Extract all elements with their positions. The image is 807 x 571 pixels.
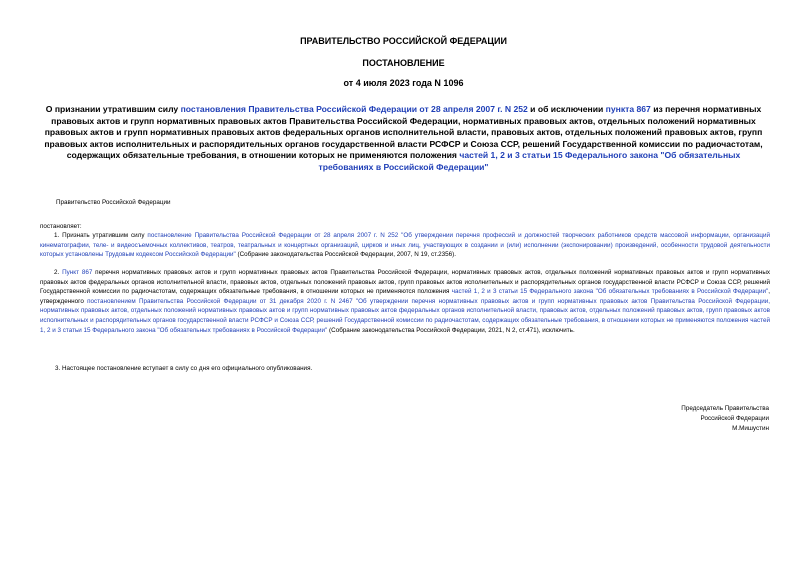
paragraph-1 (40, 231, 770, 260)
document-date-number: от 4 июля 2023 года N 1096 (343, 78, 464, 88)
paragraph-3: 3. Настоящее постановление вступает в силу со дня его официального опубликования. (55, 365, 313, 372)
issuer-line: Правительство Российской Федерации (56, 199, 171, 206)
paragraph-1-text-a: 1. Признать утратившим силу (54, 232, 148, 239)
paragraph-2-text-a: 2. (54, 269, 63, 276)
title-link-decree-252[interactable]: постановления Правительства Российской Федерации от 28 апреля 2007 г. N 252 (180, 104, 528, 114)
decrees-line: постановляет: (40, 223, 82, 230)
signature-organization: Российской Федерации (700, 415, 769, 422)
title-link-law-article-15[interactable]: частей 1, 2 и 3 статьи 15 Федерального закона "Об обязательных требованиях в Российской Федерации" (318, 150, 741, 172)
paragraph-2 (40, 268, 770, 335)
paragraph-2-link-law-article-15[interactable]: частей 1, 2 и 3 статьи 15 Федерального закона "Об обязательных требованиях в Российской Федерации" (451, 288, 769, 296)
paragraph-2-link-item-867[interactable]: Пункт 867 (62, 269, 93, 276)
government-header: ПРАВИТЕЛЬСТВО РОССИЙСКОЙ ФЕДЕРАЦИИ (300, 36, 507, 46)
paragraph-2-text-c: , утвержденного (40, 288, 770, 305)
title-text-2: и об исключении (527, 104, 606, 114)
paragraph-2-text-b: перечня нормативных правовых актов и групп нормативных правовых актов Правительства Российской Федерации, нормативных правовых актов, отдельных положений нормативных правовых актов и групп нормативных правовых актов федеральных органов исполнительной власти, правовых актов, отдельных положений правовых актов, групп правовых актов исполнительных и распорядительных органов государственной власти РСФСР и Союза ССР, решений Государственной комиссии по радиочастотам, содержащих обязательные требования, в отношении которых не применяются положения (40, 269, 770, 296)
paragraph-2-link-decree-2467[interactable]: постановлением Правительства Российской Федерации от 31 декабря 2020 г. N 2467 "Об утверждении перечня нормативных правовых актов и групп нормативных правовых актов Правительства Российской Федерации, нормативных правовых актов, отдельных положений нормативных правовых актов и групп нормативных правовых актов федеральных органов исполнительной власти, правовых актов, отдельных положений правовых актов, групп правовых актов исполнительных и распорядительных органов государственной власти РСФСР и Союза ССР, решений Государственной комиссии по радиочастотам, содержащих обязательные требования, в отношении которых не применяются положения частей 1, 2 и 3 статьи 15 Федерального закона "Об обязательных требованиях в Российской Федерации" (40, 297, 770, 334)
signature-name: М.Мишустин (732, 425, 769, 432)
title-text-3: из перечня нормативных правовых актов и групп нормативных правовых актов Правительства Российской Федерации, нормативных правовых актов, отдельных положений нормативных правовых актов и групп нормативных правовых актов федеральных органов исполнительной власти, правовых актов, отдельных положений правовых актов, групп правовых актов исполнительных и распорядительных органов государственной власти РСФСР и Союза ССР, решений Государственной комиссии по радиочастотам, содержащих обязательные требования, в отношении которых не применяются положения (44, 104, 763, 160)
signature-block (681, 404, 769, 434)
document-title (40, 104, 767, 173)
title-link-item-867[interactable]: пункта 867 (605, 104, 651, 114)
paragraph-1-link-decree-252[interactable]: постановление Правительства Российской Федерации от 28 апреля 2007 г. N 252 "Об утверждении перечня профессий и должностей творческих работников средств массовой информации, организаций кинематографии, теле- и видеосъемочных коллективов, театров, театральных и концертных организаций, цирков и иных лиц, участвующих в создании и (или) исполнении (экспонировании) произведений, особенности трудовой деятельности которых установлены Трудовым кодексом Российской Федерации" (40, 232, 770, 259)
title-text-1: О признании утратившим силу (45, 104, 181, 114)
paragraph-1-text-b: (Собрание законодательства Российской Федерации, 2007, N 19, ст.2356). (235, 251, 456, 259)
signature-position: Председатель Правительства (681, 405, 769, 412)
paragraph-2-text-d: (Собрание законодательства Российской Федерации, 2021, N 2, ст.471), исключить. (327, 326, 575, 334)
document-type: ПОСТАНОВЛЕНИЕ (362, 58, 445, 68)
